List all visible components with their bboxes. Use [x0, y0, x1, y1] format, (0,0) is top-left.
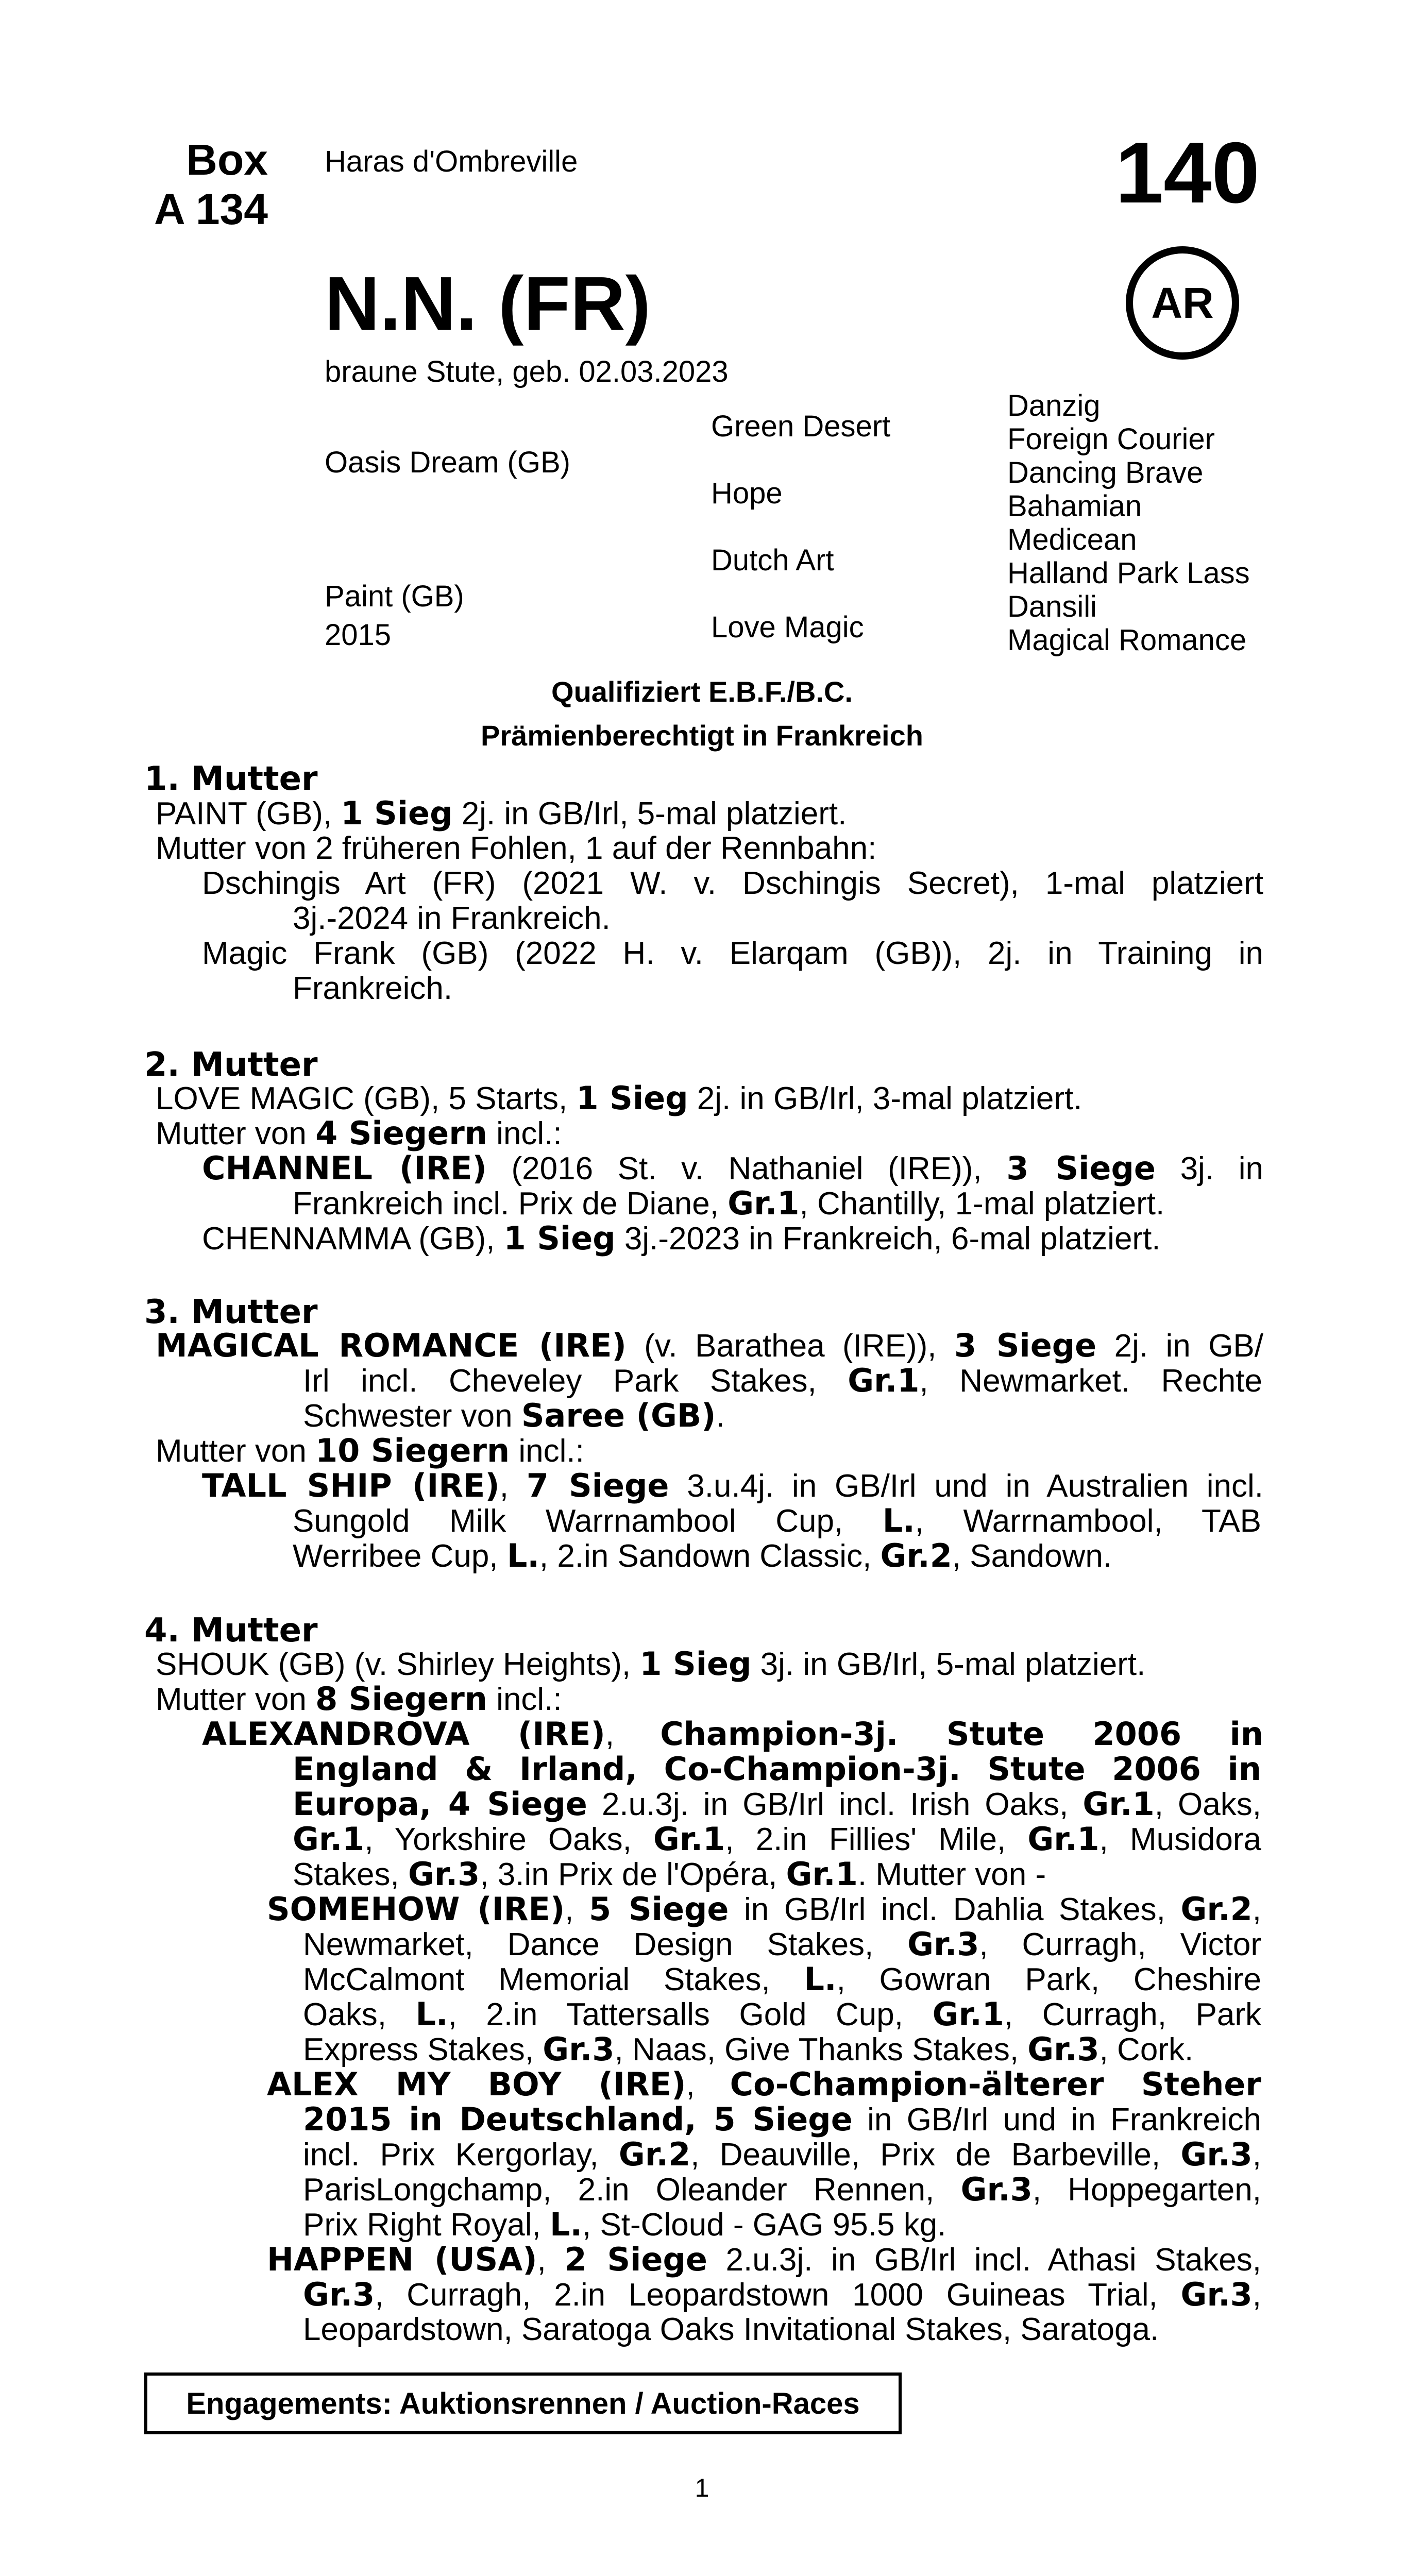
grand-offspring-line: HAPPEN (USA), 2 Siege 2.u.3j. in GB/Irl incl. Athasi Stakes, — [267, 2241, 1262, 2278]
section-heading-dam-1: 1. Mutter — [144, 760, 318, 798]
pedigree-sire: Oasis Dream (GB) — [325, 446, 570, 479]
grand-offspring-line: ALEX MY BOY (IRE), Co-Champion-älterer Steher — [267, 2065, 1261, 2103]
foal-line: Magic Frank (GB) (2022 H. v. Elarqam (GB)), 2j. in Training in — [202, 936, 1263, 971]
pedigree-grandparent: Green Desert — [711, 410, 891, 443]
lot-number: 140 — [1115, 124, 1260, 221]
offspring-line: England & Irland, Co-Champion-3j. Stute 2006 in — [293, 1750, 1261, 1788]
foal-line: Dschingis Art (FR) (2021 W. v. Dschingis Secret), 1-mal platziert — [202, 866, 1263, 901]
ar-badge-label: AR — [1151, 278, 1214, 327]
offspring-line: Sungold Milk Warrnambool Cup, L., Warrnambool, TAB — [293, 1502, 1261, 1539]
pedigree-great-grandparent: Medicean — [1007, 523, 1137, 556]
dam-3-produce-line: Mutter von 10 Siegern incl.: — [156, 1432, 584, 1469]
dam-3-line: Irl incl. Cheveley Park Stakes, Gr.1, Newmarket. Rechte — [303, 1362, 1262, 1399]
dam-4-line: SHOUK (GB) (v. Shirley Heights), 1 Sieg 3j. in GB/Irl, 5-mal platziert. — [156, 1645, 1146, 1683]
pedigree-great-grandparent: Danzig — [1007, 389, 1101, 422]
grand-offspring-line: ParisLongchamp, 2.in Oleander Rennen, Gr.3, Hoppegarten, — [303, 2171, 1261, 2208]
pedigree-great-grandparent: Magical Romance — [1007, 623, 1247, 657]
grand-offspring-line: 2015 in Deutschland, 5 Siege in GB/Irl und in Frankreich — [303, 2100, 1262, 2138]
vendor-name: Haras d'Ombreville — [325, 145, 578, 178]
grand-offspring-line: Gr.3, Curragh, 2.in Leopardstown 1000 Guineas Trial, Gr.3, — [303, 2276, 1261, 2313]
pedigree-dam: Paint (GB) — [325, 580, 464, 613]
ar-badge — [1126, 246, 1239, 360]
pedigree-great-grandparent: Dancing Brave — [1007, 456, 1204, 489]
foal-line: 3j.-2024 in Frankreich. — [293, 901, 611, 936]
foal-line: Frankreich. — [293, 971, 453, 1006]
dam-4-produce-line: Mutter von 8 Siegern incl.: — [156, 1680, 562, 1718]
pedigree-great-grandparent: Halland Park Lass — [1007, 556, 1250, 590]
box-title: Box — [186, 135, 268, 184]
pedigree-dam-year: 2015 — [325, 618, 392, 652]
offspring-line: CHENNAMMA (GB), 1 Sieg 3j.-2023 in Frankreich, 6-mal platziert. — [202, 1219, 1161, 1257]
pedigree-grandparent: Love Magic — [711, 611, 864, 644]
dam-1-produce-line: Mutter von 2 früheren Fohlen, 1 auf der Rennbahn: — [156, 831, 877, 866]
offspring-line: TALL SHIP (IRE), 7 Siege 3.u.4j. in GB/Irl und in Australien incl. — [202, 1467, 1264, 1504]
dam-3-line: MAGICAL ROMANCE (IRE) (v. Barathea (IRE)), 3 Siege 2j. in GB/ — [156, 1327, 1263, 1364]
qualification-premium: Prämienberechtigt in Frankreich — [481, 719, 923, 752]
offspring-line: Gr.1, Yorkshire Oaks, Gr.1, 2.in Fillies' Mile, Gr.1, Musidora — [293, 1820, 1262, 1858]
grand-offspring-line: SOMEHOW (IRE), 5 Siege in GB/Irl incl. Dahlia Stakes, Gr.2, — [267, 1890, 1261, 1928]
box-code: A 134 — [154, 185, 268, 233]
pedigree-great-grandparent: Bahamian — [1007, 489, 1142, 523]
dam-2-produce-line: Mutter von 4 Siegern incl.: — [156, 1114, 562, 1152]
grand-offspring-line: Prix Right Royal, L., St-Cloud - GAG 95.5 kg. — [303, 2206, 946, 2243]
engagements-box — [144, 2372, 902, 2434]
section-heading-dam-4: 4. Mutter — [144, 1612, 318, 1650]
offspring-line: Werribee Cup, L., 2.in Sandown Classic, Gr.2, Sandown. — [293, 1537, 1112, 1574]
horse-name: N.N. (FR) — [325, 261, 651, 346]
offspring-line: CHANNEL (IRE) (2016 St. v. Nathaniel (IRE)), 3 Siege 3j. in — [202, 1149, 1263, 1187]
dam-2-line: LOVE MAGIC (GB), 5 Starts, 1 Sieg 2j. in GB/Irl, 3-mal platziert. — [156, 1079, 1082, 1117]
dam-3-line: Schwester von Saree (GB). — [303, 1397, 725, 1434]
section-heading-dam-2: 2. Mutter — [144, 1046, 318, 1084]
dam-1-line: PAINT (GB), 1 Sieg 2j. in GB/Irl, 5-mal platziert. — [156, 794, 847, 832]
horse-description: braune Stute, geb. 02.03.2023 — [325, 355, 729, 388]
section-heading-dam-3: 3. Mutter — [144, 1293, 318, 1331]
offspring-line: Frankreich incl. Prix de Diane, Gr.1, Chantilly, 1-mal platziert. — [293, 1184, 1165, 1222]
grand-offspring-line: incl. Prix Kergorlay, Gr.2, Deauville, Prix de Barbeville, Gr.3, — [303, 2136, 1261, 2173]
pedigree-grandparent: Hope — [711, 477, 783, 510]
offspring-line: Europa, 4 Siege 2.u.3j. in GB/Irl incl. Irish Oaks, Gr.1, Oaks, — [293, 1785, 1261, 1823]
grand-offspring-line: Leopardstown, Saratoga Oaks Invitational Stakes, Saratoga. — [303, 2312, 1159, 2347]
grand-offspring-line: McCalmont Memorial Stakes, L., Gowran Park, Cheshire — [303, 1960, 1261, 1998]
grand-offspring-line: Oaks, L., 2.in Tattersalls Gold Cup, Gr.1, Curragh, Park — [303, 1995, 1261, 2033]
pedigree-great-grandparent: Dansili — [1007, 590, 1097, 623]
box-label — [144, 135, 268, 234]
page-number: 1 — [695, 2473, 709, 2502]
grand-offspring-line: Newmarket, Dance Design Stakes, Gr.3, Curragh, Victor — [303, 1925, 1261, 1963]
offspring-line: Stakes, Gr.3, 3.in Prix de l'Opéra, Gr.1. Mutter von - — [293, 1855, 1046, 1893]
pedigree-great-grandparent: Foreign Courier — [1007, 422, 1215, 456]
engagements-label: Engagements: Auktionsrennen / Auction-Races — [186, 2386, 860, 2420]
offspring-line: ALEXANDROVA (IRE), Champion-3j. Stute 2006 in — [202, 1715, 1263, 1753]
qualification-ebf: Qualifiziert E.B.F./B.C. — [551, 675, 853, 708]
grand-offspring-line: Express Stakes, Gr.3, Naas, Give Thanks Stakes, Gr.3, Cork. — [303, 2030, 1194, 2068]
pedigree-grandparent: Dutch Art — [711, 544, 834, 577]
